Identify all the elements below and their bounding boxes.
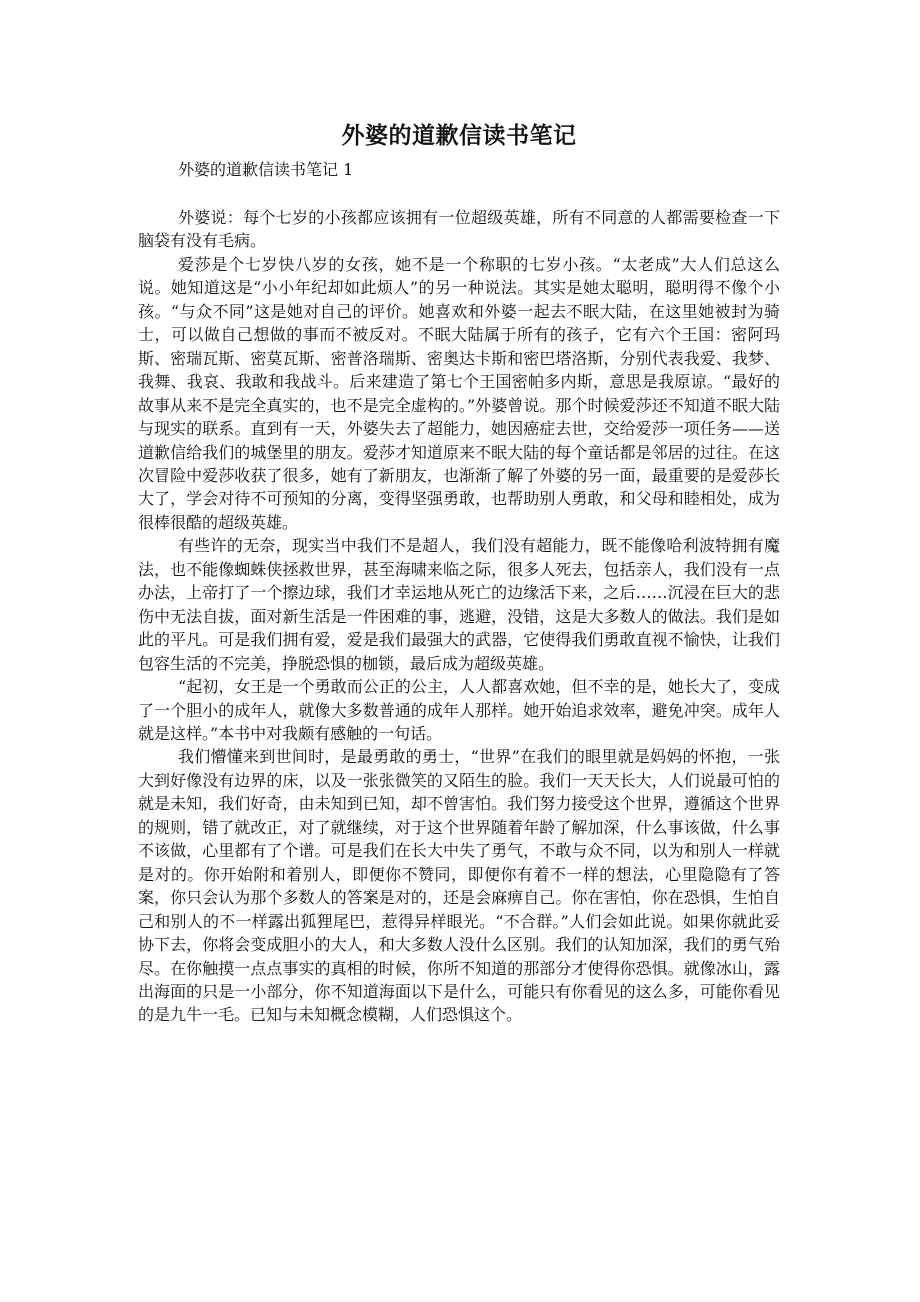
paragraph-3: 有些许的无奈，现实当中我们不是超人，我们没有超能力，既不能像哈利波特拥有魔法，也不能像蜘蛛侠拯救世界，甚至海啸来临之际，很多人死去，包括亲人，我们没有一点办法，上帝打了一个擦边球，我们才幸运地从死亡的边缘活下来，之后……沉浸在巨大的悲伤中无法自拔，面对新生活是一件困难的事，逃避，没错，这是大多数人的做法。我们是如此的平凡。可是我们拥有爱，爱是我们最强大的武器，它使得我们勇敢直视不愉快，让我们包容生活的不完美，挣脱恐惧的枷锁，最后成为超级英雄。 bbox=[138, 536, 780, 673]
document-body bbox=[138, 120, 780, 1027]
blank-line bbox=[138, 182, 780, 206]
document-title: 外婆的道歉信读书笔记 bbox=[341, 122, 577, 149]
document-subtitle: 外婆的道歉信读书笔记 1 bbox=[178, 160, 354, 179]
paragraph-4: “起初，女王是一个勇敢而公正的公主，人人都喜欢她，但不幸的是，她长大了，变成了一个胆小的成年人，就像大多数普通的成年人那样。她开始追求效率，避免冲突。成年人就是这样。”本书中对我颇有感触的一句话。 bbox=[138, 677, 780, 743]
paragraph-2: 爱莎是个七岁快八岁的女孩，她不是一个称职的七岁小孩。“太老成”大人们总这么说。她知道这是“小小年纪却如此烦人”的另一种说法。其实是她太聪明，聪明得不像个小孩。“与众不同”这是她对自己的评价。她喜欢和外婆一起去不眠大陆，在这里她被封为骑士，可以做自己想做的事而不被反对。不眠大陆属于所有的孩子，它有六个王国：密阿玛斯、密瑞瓦斯、密莫瓦斯、密普洛瑞斯、密奥达卡斯和密巴塔洛斯，分别代表我爱、我梦、我舞、我哀、我敢和我战斗。后来建造了第七个王国密帕多内斯，意思是我原谅。“最好的故事从来不是完全真实的，也不是完全虚构的。”外婆曾说。那个时候爱莎还不知道不眠大陆与现实的联系。直到有一天，外婆失去了超能力，她因癌症去世，交给爱莎一项任务——送道歉信给我们的城堡里的朋友。爱莎才知道原来不眠大陆的每个童话都是邻居的过往。在这次冒险中爱莎收获了很多，她有了新朋友，也渐渐了解了外婆的另一面，最重要的是爱莎长大了，学会对待不可预知的分离，变得坚强勇敢，也帮助别人勇敢，和父母和睦相处，成为很棒很酷的超级英雄。 bbox=[138, 254, 780, 532]
paragraph-1: 外婆说：每个七岁的小孩都应该拥有一位超级英雄，所有不同意的人都需要检查一下脑袋有没有毛病。 bbox=[138, 208, 780, 251]
paragraph-5: 我们懵懂来到世间时，是最勇敢的勇士，“世界”在我们的眼里就是妈妈的怀抱，一张大到好像没有边界的床，以及一张张微笑的又陌生的脸。我们一天天长大，人们说最可怕的就是未知，我们好奇，由未知到已知，却不曾害怕。我们努力接受这个世界，遵循这个世界的规则，错了就改正，对了就继续，对于这个世界随着年龄了解加深，什么事该做，什么事不该做，心里都有了个谱。可是我们在长大中失了勇气，不敢与众不同，以为和别人一样就是对的。你开始附和着别人，即便你不赞同，即便你有着不一样的想法，心里隐隐有了答案，你只会认为那个多数人的答案是对的，还是会麻痹自己。你在害怕，你在恐惧，生怕自己和别人的不一样露出狐狸尾巴，惹得异样眼光。“不合群。”人们会如此说。如果你就此妥协下去，你将会变成胆小的大人，和大多数人没什么区别。我们的认知加深，我们的勇气殆尽。在你触摸一点点事实的真相的时候，你所不知道的那部分才使得你恐惧。就像冰山，露出海面的只是一小部分，你不知道海面以下是什么，可能只有你看见的这么多，可能你看见的是九牛一毛。已知与未知概念模糊，人们恐惧这个。 bbox=[138, 747, 780, 1025]
